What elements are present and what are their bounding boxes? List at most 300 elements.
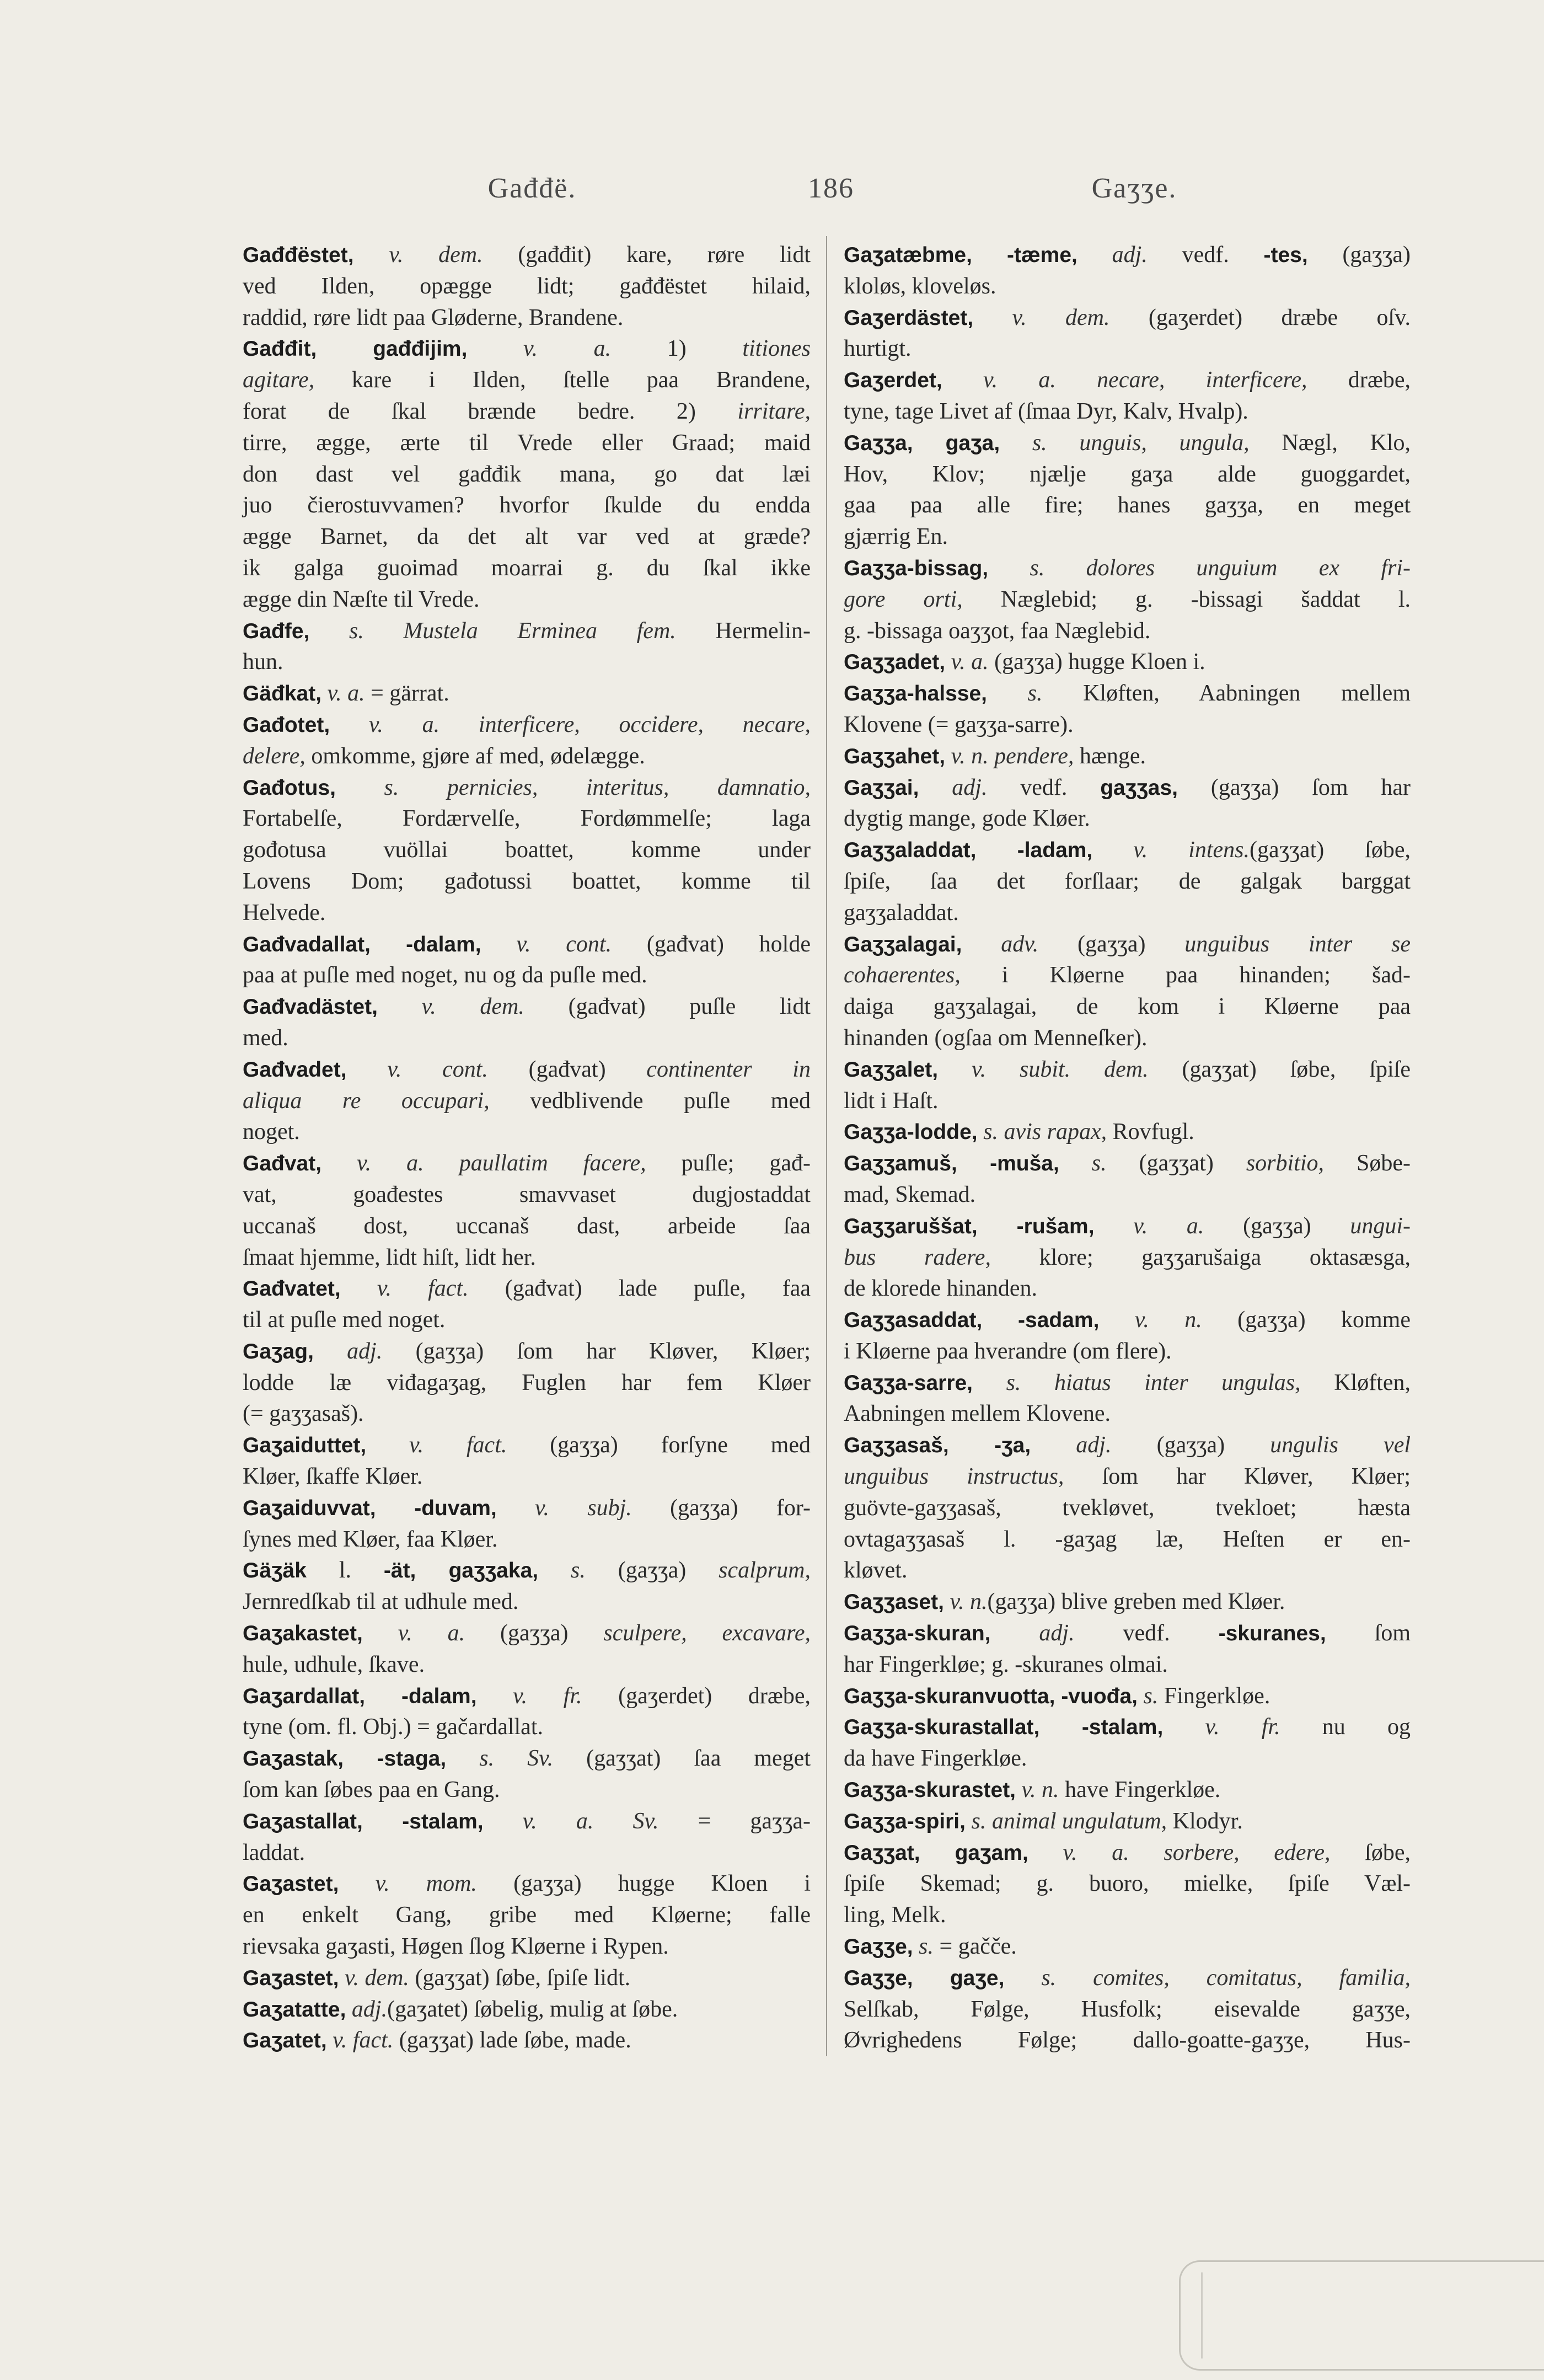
headword: Gaʒʒahet, [844,744,946,768]
entry-text: (gaʒʒat) ſaa meget [553,1746,811,1772]
line-text [844,1211,1411,1243]
line-text [243,396,811,427]
entry-line [844,1493,1411,1524]
entry-text: ſynes med Kløer, faa Kløer. [243,1526,498,1552]
entry-text: har Fingerkløe; g. -skuranes olmai. [844,1651,1168,1677]
headword: Gaʒatet, [243,2029,327,2053]
italic-gloss: v. a. Sv. [483,1808,659,1834]
entry-text: 1) [611,336,743,362]
headword: Gađvadet, [243,1057,347,1082]
entry-text: (gaʒʒa) ſom har [1178,774,1411,800]
entry-text: ſom har Kløver, Kløer; [1064,1464,1411,1490]
italic-gloss: adj. [990,1620,1075,1646]
entry-line [243,1618,811,1649]
headword: Gađotet, [243,713,330,737]
entry-text: puſle; gađ- [646,1151,811,1176]
entry-text: en enkelt Gang, gribe med Kløerne; falle [243,1902,811,1928]
entry-line [844,1116,1411,1148]
entry-text: tyne, tage Livet af (ſmaa Dyr, Kalv, Hvalp). [844,398,1248,424]
entry-line [844,1430,1411,1461]
line-text [844,1085,939,1117]
line-text [844,1242,1411,1274]
line-text [243,897,325,929]
entry-text: lidt i Haſt. [844,1088,939,1114]
entry-line [844,1398,1411,1430]
headword: Gaʒʒasaš, -ʒa, [844,1434,1031,1458]
line-text [243,1116,300,1148]
italic-gloss: v. dem. [339,1965,409,1991]
headword: Gaʒaiduvvat, -duvam, [243,1496,497,1520]
entry-line [243,1211,811,1242]
italic-gloss: v. dem. [973,304,1110,330]
italic-gloss: sorbitio, [1246,1151,1325,1176]
dictionary-entry [844,365,1411,427]
entry-text: don dast vel gađđik mana, go dat læi [243,461,811,487]
entry-line [243,521,811,553]
headword: Gađvatet, [243,1277,341,1301]
entry-text: (gaʒʒat) ſøbe, ſpiſe [1148,1056,1411,1082]
entry-line [243,1367,811,1399]
entry-line [844,1900,1411,1931]
entry-line [243,803,811,835]
line-text [844,1586,1285,1618]
entry-text: de klorede hinanden. [844,1276,1038,1302]
line-text [243,427,811,459]
entry-text: (gaʒʒa) forſyne med [507,1432,811,1458]
entry-line [243,1868,811,1900]
headword: Gađđit, gađđijim, [243,337,468,361]
line-text [243,365,811,396]
line-text [844,960,1411,991]
headword: Gađvadallat, -dalam, [243,932,481,956]
dictionary-entry [844,1837,1411,1931]
headword: Gaʒʒa-sarre, [844,1371,973,1395]
headword: Gaʒag, [243,1339,314,1363]
italic-gloss: s. Sv. [446,1746,554,1772]
italic-gloss: v. subit. dem. [938,1056,1149,1082]
dictionary-entry [844,1806,1411,1837]
italic-gloss: v. n. [1016,1777,1059,1803]
entry-text: gođotusa vuöllai boattet, komme under [243,837,811,863]
headword: Gaʒʒalet, [844,1057,939,1082]
italic-gloss: adj. [346,1996,388,2022]
line-text [844,866,1411,897]
entry-text: (= gaʒʒasaš). [243,1401,364,1427]
italic-gloss: v. fact. [366,1432,507,1458]
entry-text: Selſkab, Følge, Husfolk; eisevalde gaʒʒe, [844,1996,1411,2022]
entry-text: hænge. [1074,743,1146,769]
italic-gloss: v. n. [1099,1307,1202,1333]
italic-gloss: titiones [742,336,811,362]
italic-gloss: s. [987,681,1043,707]
line-text [844,772,1411,804]
headword: Gaʒastallat, -stalam, [243,1809,484,1833]
entry-text: Søbe- [1324,1151,1411,1176]
dictionary-entry [243,1555,811,1618]
line-text [243,1148,811,1180]
entry-line [243,396,811,427]
entry-text: (gaʒerdet) dræbe oſv. [1109,304,1411,330]
line-text [844,929,1411,961]
entry-line [844,396,1411,427]
line-text [243,1806,811,1838]
entry-line [243,646,811,678]
line-text [243,1868,811,1900]
entry-line [844,1868,1411,1900]
line-text [243,1211,811,1242]
entry-text: nu og [1280,1714,1411,1740]
entry-line [243,459,811,490]
entry-line [243,1398,811,1430]
entry-text: laddat. [243,1839,305,1865]
line-text [243,1336,811,1368]
headword: Gaʒatatte, [243,1997,346,2021]
line-text [844,1273,1037,1304]
entry-text: Nægl, Klo, [1249,430,1411,456]
entry-line [844,1524,1411,1555]
line-text [243,646,283,678]
dictionary-entry [243,991,811,1054]
entry-text: kløvet. [844,1558,908,1584]
entry-line [243,365,811,396]
dictionary-entry [243,333,811,615]
line-text [243,616,811,648]
dictionary-entry [844,239,1411,302]
entry-text: ſpiſe, ſaa det forſlaar; de galgak barggat [844,868,1411,894]
line-text [844,1430,1411,1462]
entry-line [844,459,1411,490]
headword: Gäʒäk [243,1559,307,1583]
entry-text: have Fingerkløe. [1059,1777,1221,1803]
entry-text: ik galga guoimad moarrai g. du ſkal ikke [243,555,811,581]
entry-text: ved Ilden, opægge lidt; gađđëstet hilaid, [243,273,811,299]
entry-line [844,772,1411,804]
entry-text: (gaʒʒa) [1307,242,1411,268]
entry-text: (gaʒʒa) komme [1202,1307,1411,1333]
dictionary-entry [844,1774,1411,1806]
italic-gloss: v. a. interficere, occidere, necare, [330,712,811,737]
dictionary-entry [243,1962,811,1994]
line-text [243,1712,543,1743]
entry-text: lodde læ viđagaʒag, Fuglen har fem Kløer [243,1370,811,1395]
column-divider [826,236,827,2056]
entry-line [844,741,1411,772]
entry-text: (gađvat) [487,1056,647,1082]
line-text [844,1774,1220,1806]
dictionary-entry [243,1273,811,1336]
entry-text: kloløs, kloveløs. [844,273,996,299]
line-text [243,1304,445,1336]
entry-line [243,1743,811,1774]
entry-text: vedblivende puſle med [489,1088,811,1114]
headword: -skuranes, [1218,1622,1326,1646]
entry-line [243,1524,811,1555]
entry-line [844,897,1411,929]
entry-text: (gaʒʒat) ſøbe, ſpiſe lidt. [409,1965,631,1991]
dictionary-entry [844,1586,1411,1618]
entry-text: = gačče. [933,1934,1017,1960]
dictionary-entry [844,1618,1411,1681]
entry-line [844,333,1411,365]
dictionary-entry [844,1931,1411,1962]
line-text [243,678,449,710]
entry-line [243,1555,811,1586]
line-text [243,1962,630,1994]
entry-text: (gaʒʒa) for- [631,1495,811,1521]
italic-gloss: v. a. necare, interficere, [942,367,1307,393]
line-text [844,709,1074,741]
dictionary-entry [844,427,1411,553]
line-text [844,1649,1168,1681]
entry-line [243,302,811,334]
entry-line [844,646,1411,678]
italic-gloss: adj. [1077,242,1148,268]
entry-line [844,1148,1411,1179]
entry-line [243,835,811,866]
line-text [243,1555,811,1587]
entry-text: Helvede. [243,900,326,926]
entry-line [243,929,811,960]
line-text [243,584,479,616]
entry-text: kare i Ilden, ſtelle paa Brandene, [314,367,811,393]
entry-line [243,1900,811,1931]
line-text [243,459,811,490]
line-text [243,1398,364,1430]
headword: Gađđëstet, [243,243,354,267]
entry-line [243,1116,811,1148]
headword: Gaʒaiduttet, [243,1434,367,1458]
entry-text: Klodyr. [1167,1808,1243,1834]
entry-text: (gaʒʒa) ſom har Kløver, Kløer; [382,1338,811,1364]
line-text [844,490,1411,521]
entry-line [844,1649,1411,1681]
entry-line [844,1273,1411,1304]
line-text [844,427,1411,459]
page-corner-mark [1179,2260,1544,2371]
italic-gloss: agitare, [243,367,315,393]
headword: Gaʒʒa-halsse, [844,682,988,706]
dictionary-entry [243,678,811,709]
headword: Gaʒʒasaddat, -sadam, [844,1308,1100,1333]
line-text [844,1806,1243,1838]
entry-line [243,271,811,302]
entry-line [844,1618,1411,1649]
entry-text: (gaʒʒa) hugge Kloen i. [988,649,1205,675]
entry-text: Fortabelſe, Fordærvelſe, Fordømmelſe; laga [243,806,811,832]
italic-gloss: s. animal ungulatum, [965,1808,1167,1834]
entry-line [844,365,1411,396]
line-text [243,835,811,866]
dictionary-entry [844,741,1411,772]
entry-line [243,1774,811,1806]
italic-gloss: s. Mustela Erminea fem. [309,618,676,644]
line-text [243,1994,678,2026]
entry-text: guövte-gaʒʒasaš, tvekløvet, tvekloet; hæsta [844,1495,1411,1521]
line-text [844,239,1411,271]
italic-gloss: v. a. paullatim facere, [321,1151,646,1176]
headword: Gaʒʒe, gaʒe, [844,1966,1005,1990]
line-text [844,1681,1270,1713]
entry-text: ægge Barnet, da det alt var ved at græde? [243,524,811,550]
entry-line [243,1931,811,1962]
headword: Gaʒastak, -staga, [243,1747,447,1771]
entry-text: dræbe, [1307,367,1411,393]
entry-line [243,960,811,991]
italic-gloss: s. [1138,1683,1159,1709]
dictionary-entry [243,1148,811,1273]
entry-line [844,1023,1411,1054]
entry-line [844,1085,1411,1117]
dictionary-entry [844,1962,1411,2056]
line-text [243,1743,811,1775]
dictionary-entry [844,1712,1411,1774]
line-text [844,1524,1411,1555]
entry-text: hule, udhule, ſkave. [243,1651,425,1677]
entry-text: (gaʒʒa) [1204,1213,1350,1239]
line-text [844,803,1090,835]
italic-gloss: v. fr. [476,1683,582,1709]
entry-line [243,866,811,897]
entry-text: da have Fingerkløe. [844,1746,1027,1772]
headword: -ät, gaʒʒaka, [383,1559,539,1583]
dictionary-entry [844,1367,1411,1430]
entry-line [844,2025,1411,2056]
entry-line [243,333,811,365]
italic-gloss: s. pernicies, interitus, damnatio, [336,774,811,800]
dictionary-entry [243,1054,811,1148]
headword: Gäđkat, [243,682,322,706]
entry-line [844,1304,1411,1336]
line-text [243,991,811,1023]
page-number: 186 [808,173,854,204]
line-text [844,1962,1411,1994]
italic-gloss: s. hiatus inter ungulas, [973,1370,1301,1395]
dictionary-entry [243,1743,811,1806]
headword: Gađfe, [243,619,310,643]
entry-line [844,1837,1411,1869]
entry-text: daiga gaʒʒalagai, de kom i Kløerne paa [844,994,1411,1020]
italic-gloss: ungulis vel [1270,1432,1411,1458]
italic-gloss: sculpere, excavare, [603,1620,811,1646]
dictionary-entry [844,1116,1411,1148]
entry-text: rievsaka gaʒasti, Høgen ſlog Kløerne i Rypen. [243,1934,669,1960]
entry-line [243,1336,811,1367]
headword: -tes, [1263,243,1308,267]
entry-line [844,929,1411,960]
entry-line [844,1586,1411,1618]
line-text [844,1555,907,1586]
entry-line [844,835,1411,866]
headword: Gaʒʒalagai, [844,932,962,956]
line-text [844,991,1411,1023]
headword: Gaʒastet, [243,1872,339,1896]
italic-gloss: unguibus inter se [1184,931,1411,957]
dictionary-entry [844,1211,1411,1304]
line-text [243,271,811,302]
line-text [844,1116,1194,1148]
entry-line [243,1493,811,1524]
italic-gloss: bus radere, [844,1244,991,1270]
entry-line [243,427,811,459]
line-text [243,1900,811,1931]
entry-text: ſøbe, [1330,1839,1411,1865]
line-text [243,333,811,365]
entry-text: hurtigt. [844,336,912,362]
entry-line [844,1179,1411,1211]
dictionary-entry [243,239,811,333]
line-text [243,1649,425,1681]
entry-text: juo čierostuvvamen? hvorfor ſkulde du endda [243,493,811,518]
headword: Gaʒardallat, -dalam, [243,1684,477,1708]
line-text [243,960,647,991]
entry-text: Jernredſkab til at udhule med. [243,1589,519,1615]
line-text [243,1054,811,1086]
line-text [243,772,811,804]
headword: Gađvadästet, [243,995,378,1019]
entry-line [844,1681,1411,1712]
entry-text: vat, goađestes smavvaset dugjostaddat [243,1181,811,1207]
italic-gloss: adj. [919,774,988,800]
entry-text: (gaʒʒa) blive greben med Kløer. [987,1589,1285,1615]
line-text [844,897,959,929]
headword: Gaʒerdästet, [844,306,974,330]
line-text [844,1054,1411,1086]
line-text [243,2025,631,2057]
headword: Gaʒakastet, [243,1622,363,1646]
entry-line [844,1806,1411,1837]
entry-line [243,1304,811,1336]
italic-gloss: delere, [243,743,305,769]
dictionary-entry [243,1681,811,1743]
entry-text: vedf. [987,774,1101,800]
entry-text: gaʒʒaladdat. [844,900,959,926]
entry-line [243,490,811,521]
line-text [844,365,1411,397]
dictionary-entry [243,1618,811,1681]
line-text [243,1586,518,1618]
line-text [243,1367,811,1399]
dictionary-entry [844,835,1411,928]
entry-line [844,678,1411,709]
line-text [844,1900,946,1931]
italic-gloss: s. [1059,1151,1107,1176]
entry-text: uccanaš dost, uccanaš dast, arbeide ſaa [243,1213,811,1239]
entry-line [243,1242,811,1274]
line-text [844,646,1205,678]
entry-line [844,709,1411,741]
entry-text: = gaʒʒa- [658,1808,811,1834]
italic-gloss: irritare, [737,398,811,424]
dictionary-entry [243,616,811,678]
dictionary-entry [844,678,1411,741]
line-text [844,553,1411,585]
dictionary-entry [243,1493,811,1555]
italic-gloss: adj. [313,1338,383,1364]
dictionary-entry [243,1994,811,2025]
italic-gloss: v. a. [362,1620,465,1646]
entry-line [243,772,811,804]
entry-line [243,239,811,271]
entry-text: i Kløerne paa hinanden; šad- [960,962,1411,988]
dictionary-entry [844,302,1411,365]
entry-text: Kløften, [1300,1370,1411,1395]
entry-line [243,1837,811,1869]
entry-text: gjærrig En. [844,524,948,550]
line-text [243,1242,536,1274]
italic-gloss: v. a. [321,681,365,707]
entry-text: ægge din Næſte til Vrede. [243,586,480,612]
line-text [844,302,1411,334]
